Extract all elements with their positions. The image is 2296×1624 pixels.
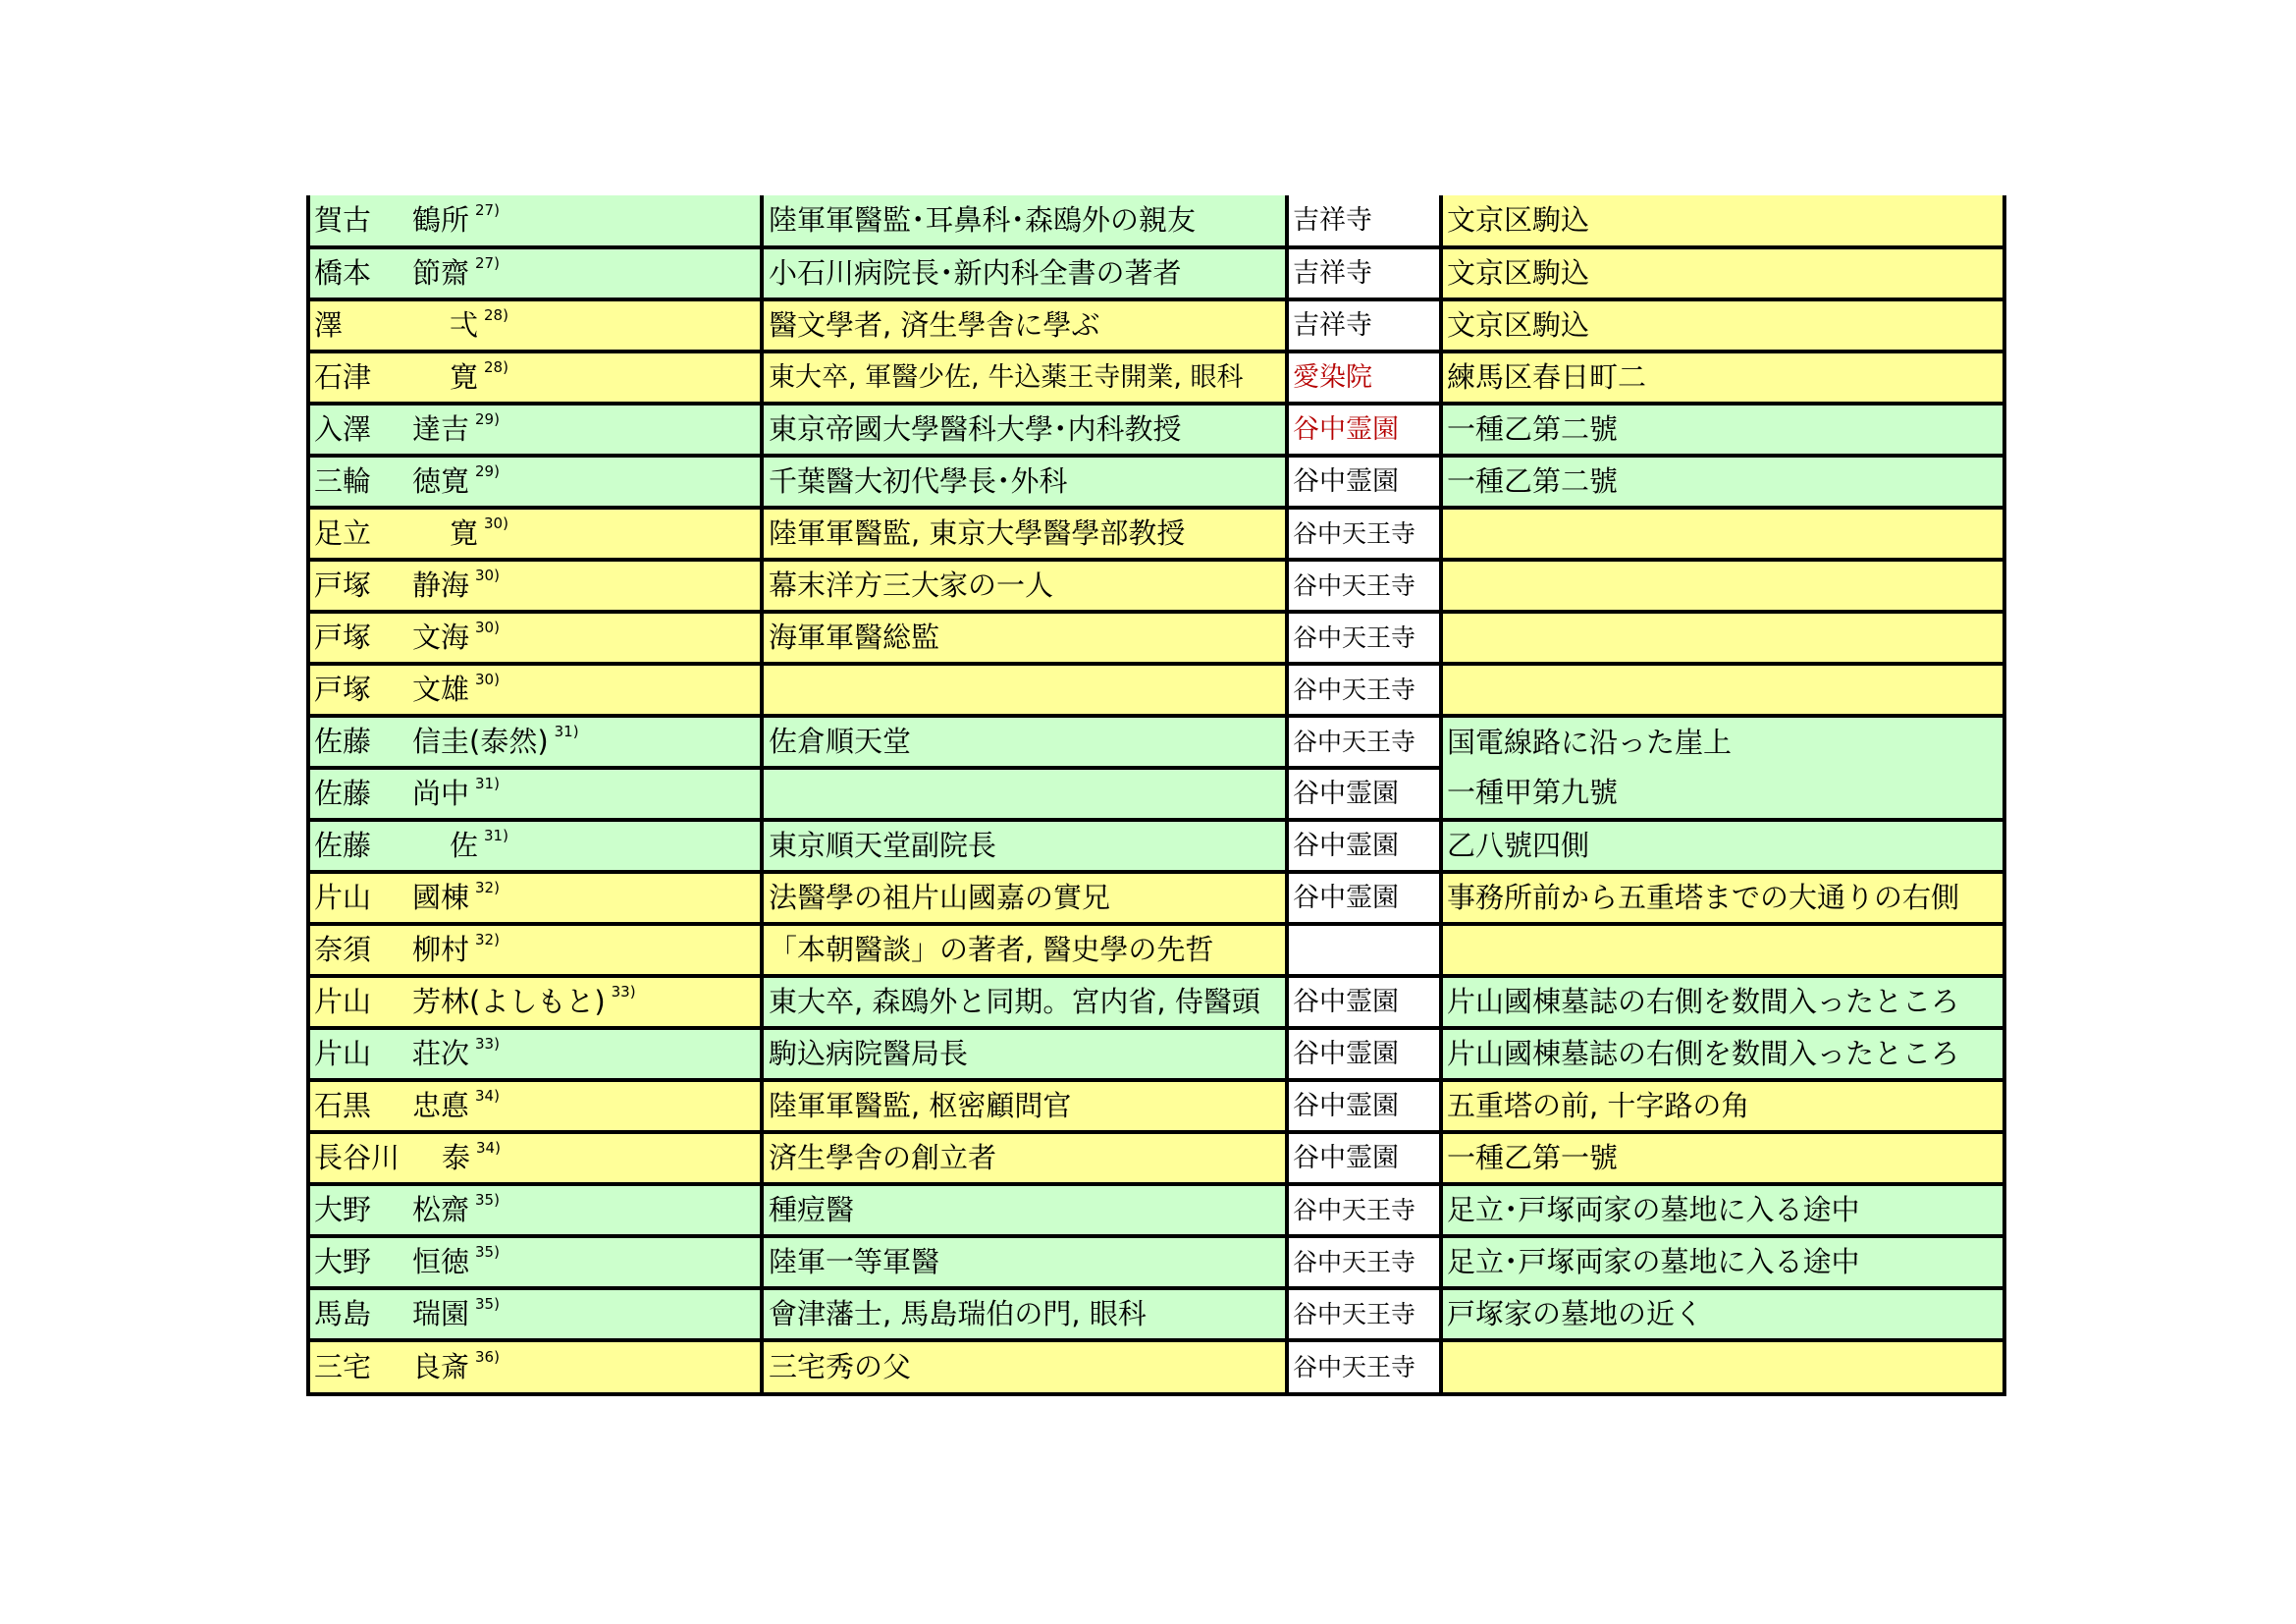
grave-table bbox=[306, 195, 2006, 1396]
surname: 佐藤 bbox=[314, 829, 372, 862]
description-cell: 東大卒, 森鴎外と同期。宮内省, 侍醫頭 bbox=[762, 976, 1287, 1028]
table-row bbox=[308, 768, 2004, 820]
surname: 入澤 bbox=[314, 412, 372, 446]
table-row bbox=[308, 664, 2004, 716]
location-cell bbox=[1441, 1340, 2004, 1394]
table-row bbox=[308, 1184, 2004, 1236]
table-row bbox=[308, 872, 2004, 924]
reference-number: 30) bbox=[484, 514, 508, 532]
name-cell bbox=[308, 404, 762, 456]
name-cell bbox=[308, 508, 762, 560]
name-cell bbox=[308, 664, 762, 716]
table-row bbox=[308, 924, 2004, 976]
location-cell: 一種乙第二號 bbox=[1441, 456, 2004, 508]
surname: 佐藤 bbox=[314, 777, 372, 810]
description-cell: 東京順天堂副院長 bbox=[762, 820, 1287, 872]
reference-number: 36) bbox=[475, 1348, 500, 1366]
location-cell: 国電線路に沿った崖上 bbox=[1441, 716, 2004, 768]
surname: 長谷川 bbox=[314, 1141, 400, 1174]
cemetery-cell: 谷中天王寺 bbox=[1287, 1236, 1441, 1288]
reference-number: 30) bbox=[475, 567, 500, 584]
given-name: 寛 bbox=[450, 516, 479, 550]
given-name: 瑞園 bbox=[412, 1297, 470, 1330]
reference-number: 31) bbox=[484, 827, 508, 844]
description-cell: 千葉醫大初代學長･外科 bbox=[762, 456, 1287, 508]
description-cell: 種痘醫 bbox=[762, 1184, 1287, 1236]
table-row bbox=[308, 976, 2004, 1028]
given-name: 静海 bbox=[412, 568, 470, 602]
name-cell bbox=[308, 1340, 762, 1394]
location-cell: 文京区駒込 bbox=[1441, 195, 2004, 247]
reference-number: 33) bbox=[611, 983, 636, 1001]
description-cell bbox=[762, 768, 1287, 820]
cemetery-cell bbox=[1287, 924, 1441, 976]
description-cell: 會津藩士, 馬島瑞伯の門, 眼科 bbox=[762, 1288, 1287, 1340]
name-cell bbox=[308, 820, 762, 872]
location-cell bbox=[1441, 664, 2004, 716]
surname: 石黒 bbox=[314, 1089, 372, 1122]
location-cell: 一種乙第二號 bbox=[1441, 404, 2004, 456]
table-row bbox=[308, 352, 2004, 404]
surname: 石津 bbox=[314, 360, 372, 394]
reference-number: 31) bbox=[475, 775, 500, 792]
surname: 賀古 bbox=[314, 203, 372, 237]
surname: 戸塚 bbox=[314, 673, 372, 706]
table-row bbox=[308, 1236, 2004, 1288]
given-name: 達吉 bbox=[412, 412, 470, 446]
reference-number: 35) bbox=[475, 1243, 500, 1261]
cemetery-cell: 谷中天王寺 bbox=[1287, 508, 1441, 560]
name-cell bbox=[308, 247, 762, 299]
table-row bbox=[308, 612, 2004, 664]
cemetery-cell: 谷中霊園 bbox=[1287, 1028, 1441, 1080]
name-cell bbox=[308, 1132, 762, 1184]
cemetery-cell: 谷中天王寺 bbox=[1287, 716, 1441, 768]
cemetery-cell: 谷中天王寺 bbox=[1287, 612, 1441, 664]
table-row bbox=[308, 195, 2004, 247]
surname: 戸塚 bbox=[314, 568, 372, 602]
reference-number: 34) bbox=[476, 1139, 501, 1157]
cemetery-cell: 谷中霊園 bbox=[1287, 820, 1441, 872]
surname: 片山 bbox=[314, 985, 372, 1018]
description-cell: 駒込病院醫局長 bbox=[762, 1028, 1287, 1080]
reference-number: 29) bbox=[475, 462, 500, 480]
table-row bbox=[308, 560, 2004, 612]
reference-number: 27) bbox=[475, 254, 500, 272]
description-cell: 陸軍軍醫監･耳鼻科･森鴎外の親友 bbox=[762, 195, 1287, 247]
description-cell: 陸軍一等軍醫 bbox=[762, 1236, 1287, 1288]
cemetery-cell: 愛染院 bbox=[1287, 352, 1441, 404]
name-cell bbox=[308, 924, 762, 976]
surname: 奈須 bbox=[314, 933, 372, 966]
location-cell: 乙八號四側 bbox=[1441, 820, 2004, 872]
cemetery-cell: 谷中天王寺 bbox=[1287, 1288, 1441, 1340]
reference-number: 33) bbox=[475, 1035, 500, 1053]
location-cell: 一種乙第一號 bbox=[1441, 1132, 2004, 1184]
surname: 澤 bbox=[314, 308, 344, 342]
table-row bbox=[308, 1028, 2004, 1080]
reference-number: 30) bbox=[475, 619, 500, 636]
reference-number: 28) bbox=[484, 358, 508, 376]
description-cell: 小石川病院長･新内科全書の著者 bbox=[762, 247, 1287, 299]
location-cell: 足立･戸塚両家の墓地に入る途中 bbox=[1441, 1236, 2004, 1288]
given-name: 松齋 bbox=[412, 1193, 470, 1226]
description-cell: 済生學舎の創立者 bbox=[762, 1132, 1287, 1184]
given-name: 良斎 bbox=[412, 1350, 470, 1383]
description-cell bbox=[762, 664, 1287, 716]
reference-number: 31) bbox=[554, 723, 579, 740]
name-cell bbox=[308, 1028, 762, 1080]
name-cell bbox=[308, 352, 762, 404]
location-cell bbox=[1441, 508, 2004, 560]
reference-number: 35) bbox=[475, 1191, 500, 1209]
table-row bbox=[308, 508, 2004, 560]
reference-number: 34) bbox=[475, 1087, 500, 1105]
name-cell bbox=[308, 1080, 762, 1132]
table-row bbox=[308, 247, 2004, 299]
reference-number: 29) bbox=[475, 410, 500, 428]
cemetery-cell: 谷中霊園 bbox=[1287, 976, 1441, 1028]
name-cell bbox=[308, 456, 762, 508]
reference-number: 27) bbox=[475, 201, 500, 219]
given-name: 徳寛 bbox=[412, 464, 470, 498]
name-cell bbox=[308, 1236, 762, 1288]
name-cell bbox=[308, 716, 762, 768]
surname: 佐藤 bbox=[314, 725, 372, 758]
given-name: 寛 bbox=[450, 360, 479, 394]
location-cell bbox=[1441, 924, 2004, 976]
cemetery-cell: 谷中天王寺 bbox=[1287, 1340, 1441, 1394]
given-name: 信圭(泰然) bbox=[412, 725, 549, 758]
surname: 馬島 bbox=[314, 1297, 372, 1330]
location-cell: 文京区駒込 bbox=[1441, 247, 2004, 299]
description-cell: 東京帝國大學醫科大學･内科教授 bbox=[762, 404, 1287, 456]
name-cell bbox=[308, 195, 762, 247]
cemetery-cell: 谷中霊園 bbox=[1287, 404, 1441, 456]
name-cell bbox=[308, 560, 762, 612]
cemetery-cell: 谷中天王寺 bbox=[1287, 664, 1441, 716]
location-cell: 片山國棟墓誌の右側を数間入ったところ bbox=[1441, 976, 2004, 1028]
surname: 三輪 bbox=[314, 464, 372, 498]
table-row bbox=[308, 299, 2004, 352]
given-name: 鶴所 bbox=[412, 203, 470, 237]
table-row bbox=[308, 404, 2004, 456]
table-row bbox=[308, 1288, 2004, 1340]
cemetery-cell: 吉祥寺 bbox=[1287, 247, 1441, 299]
surname: 三宅 bbox=[314, 1350, 372, 1383]
table-row bbox=[308, 1132, 2004, 1184]
location-cell: 事務所前から五重塔までの大通りの右側 bbox=[1441, 872, 2004, 924]
reference-number: 32) bbox=[475, 931, 500, 948]
description-cell: 三宅秀の父 bbox=[762, 1340, 1287, 1394]
given-name: 恒徳 bbox=[412, 1245, 470, 1278]
cemetery-cell: 谷中霊園 bbox=[1287, 768, 1441, 820]
given-name: 尚中 bbox=[412, 777, 470, 810]
location-cell: 戸塚家の墓地の近く bbox=[1441, 1288, 2004, 1340]
name-cell bbox=[308, 1184, 762, 1236]
reference-number: 32) bbox=[475, 879, 500, 896]
given-name: 佐 bbox=[450, 829, 479, 862]
surname: 戸塚 bbox=[314, 621, 372, 654]
given-name: 柳村 bbox=[412, 933, 470, 966]
description-cell: 佐倉順天堂 bbox=[762, 716, 1287, 768]
name-cell bbox=[308, 976, 762, 1028]
reference-number: 35) bbox=[475, 1295, 500, 1313]
cemetery-cell: 谷中霊園 bbox=[1287, 1080, 1441, 1132]
cemetery-cell: 谷中天王寺 bbox=[1287, 1184, 1441, 1236]
surname: 足立 bbox=[314, 516, 372, 550]
cemetery-cell: 吉祥寺 bbox=[1287, 299, 1441, 352]
surname: 大野 bbox=[314, 1193, 372, 1226]
name-cell bbox=[308, 612, 762, 664]
reference-number: 30) bbox=[475, 671, 500, 688]
name-cell bbox=[308, 1288, 762, 1340]
description-cell: 陸軍軍醫監, 枢密顧問官 bbox=[762, 1080, 1287, 1132]
name-cell bbox=[308, 768, 762, 820]
location-cell: 片山國棟墓誌の右側を数間入ったところ bbox=[1441, 1028, 2004, 1080]
location-cell bbox=[1441, 612, 2004, 664]
table-row bbox=[308, 1080, 2004, 1132]
location-cell: 五重塔の前, 十字路の角 bbox=[1441, 1080, 2004, 1132]
description-cell: 東大卒, 軍醫少佐, 牛込薬王寺開業, 眼科 bbox=[762, 352, 1287, 404]
table-row bbox=[308, 456, 2004, 508]
given-name: 弌 bbox=[450, 308, 479, 342]
description-cell: 海軍軍醫総監 bbox=[762, 612, 1287, 664]
location-cell bbox=[1441, 560, 2004, 612]
description-cell: 陸軍軍醫監, 東京大學醫學部教授 bbox=[762, 508, 1287, 560]
given-name: 節齋 bbox=[412, 256, 470, 290]
cemetery-cell: 吉祥寺 bbox=[1287, 195, 1441, 247]
surname: 橋本 bbox=[314, 256, 372, 290]
table-row bbox=[308, 716, 2004, 768]
given-name: 國棟 bbox=[412, 881, 470, 914]
description-cell: 法醫學の祖片山國嘉の實兄 bbox=[762, 872, 1287, 924]
cemetery-cell: 谷中霊園 bbox=[1287, 1132, 1441, 1184]
location-cell: 足立･戸塚両家の墓地に入る途中 bbox=[1441, 1184, 2004, 1236]
surname: 片山 bbox=[314, 881, 372, 914]
description-cell: 「本朝醫談」の著者, 醫史學の先哲 bbox=[762, 924, 1287, 976]
given-name: 忠悳 bbox=[412, 1089, 470, 1122]
location-cell: 練馬区春日町二 bbox=[1441, 352, 2004, 404]
given-name: 泰 bbox=[442, 1141, 471, 1174]
given-name: 荘次 bbox=[412, 1037, 470, 1070]
reference-number: 28) bbox=[484, 306, 508, 324]
location-cell: 文京区駒込 bbox=[1441, 299, 2004, 352]
given-name: 芳林(よしもと) bbox=[412, 985, 606, 1018]
description-cell: 幕末洋方三大家の一人 bbox=[762, 560, 1287, 612]
name-cell bbox=[308, 299, 762, 352]
name-cell bbox=[308, 872, 762, 924]
given-name: 文海 bbox=[412, 621, 470, 654]
table-row bbox=[308, 1340, 2004, 1394]
cemetery-cell: 谷中天王寺 bbox=[1287, 560, 1441, 612]
cemetery-cell: 谷中霊園 bbox=[1287, 872, 1441, 924]
location-cell: 一種甲第九號 bbox=[1441, 768, 2004, 820]
table-row bbox=[308, 820, 2004, 872]
surname: 片山 bbox=[314, 1037, 372, 1070]
given-name: 文雄 bbox=[412, 673, 470, 706]
description-cell: 醫文學者, 済生學舎に學ぶ bbox=[762, 299, 1287, 352]
surname: 大野 bbox=[314, 1245, 372, 1278]
cemetery-cell: 谷中霊園 bbox=[1287, 456, 1441, 508]
